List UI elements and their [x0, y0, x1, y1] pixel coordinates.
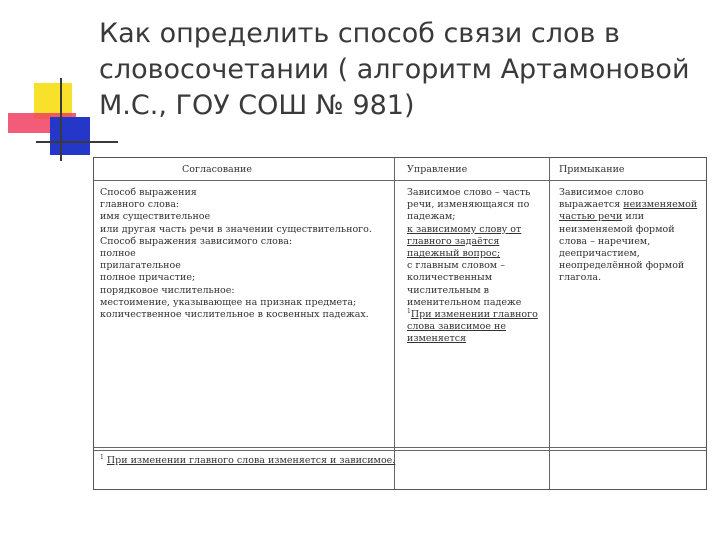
adjunction-text: выражается: [559, 199, 621, 211]
column-divider: [549, 158, 550, 489]
agreement-line: количественное числительное в косвенных падежах.: [100, 309, 369, 321]
government-note-line: [407, 309, 547, 321]
footnote-marker: 1: [407, 307, 411, 315]
government-line: с главным словом –: [407, 260, 505, 272]
adjunction-line: Зависимое слово: [559, 187, 644, 198]
decor-blue-square: [50, 117, 90, 155]
government-cell: [407, 187, 547, 346]
adjunction-line: неизменяемой формой: [559, 223, 675, 235]
agreement-line: главного слова:: [100, 199, 180, 211]
government-line: количественным: [407, 272, 493, 284]
government-note-text: При изменении главного: [410, 309, 538, 321]
government-line: Зависимое слово – часть: [407, 187, 531, 198]
header-government: Управление: [407, 164, 468, 175]
agreement-line: порядковое числительное:: [100, 284, 235, 296]
government-line: главного задаётся: [407, 235, 500, 247]
agreement-line: местоимение, указывающее на признак предмета;: [100, 296, 357, 308]
agreement-line: полное причастие;: [100, 272, 196, 284]
adjunction-cell: [559, 187, 705, 285]
column-divider: [394, 158, 395, 489]
adjunction-text: или: [622, 211, 645, 223]
government-line: изменяется: [407, 333, 467, 345]
adjunction-underlined: частью речи: [559, 211, 623, 223]
adjunction-line: глагола.: [559, 272, 602, 284]
agreement-line: или другая часть речи в значении существительного.: [100, 223, 372, 235]
adjunction-line: [559, 199, 705, 211]
government-line: к зависимому слову от: [407, 223, 522, 235]
footnote-text: При изменении главного слова изменяется и зависимое.: [106, 455, 396, 466]
government-line: именительном падеже: [407, 296, 522, 308]
government-line: речи, изменяющаяся по: [407, 199, 530, 211]
footnote: [100, 455, 400, 467]
agreement-line: имя существительное: [100, 211, 211, 223]
footnote-marker: 1: [100, 453, 104, 461]
agreement-line: прилагательное: [100, 260, 181, 272]
adjunction-underlined: неизменяемой: [623, 199, 698, 211]
government-line: падежный вопрос;: [407, 248, 501, 260]
agreement-line: Способ выражения зависимого слова:: [100, 235, 293, 247]
slide-title: Как определить способ связи слов в словосочетании ( алгоритм Артамоновой М.С., ГОУ СОШ № 981): [99, 18, 690, 121]
header-row-divider: [94, 180, 706, 181]
adjunction-line: деепричастием,: [559, 248, 640, 260]
agreement-line: Способ выражения: [100, 187, 197, 198]
government-line: слова зависимое не: [407, 321, 506, 333]
header-adjunction: Примыкание: [559, 164, 625, 175]
adjunction-line: [559, 211, 705, 223]
header-agreement: Согласование: [182, 164, 253, 175]
government-line: падежам;: [407, 211, 456, 223]
agreement-line: полное: [100, 248, 136, 260]
decor-vertical-line: [60, 78, 62, 161]
government-line: числительным в: [407, 284, 490, 296]
adjunction-line: неопределённой формой: [559, 260, 685, 272]
decor-horizontal-line: [36, 141, 118, 143]
footnote-row-divider: [94, 447, 706, 451]
agreement-cell: [100, 187, 390, 321]
adjunction-line: слова – наречием,: [559, 235, 651, 247]
connection-types-table: [93, 157, 707, 490]
